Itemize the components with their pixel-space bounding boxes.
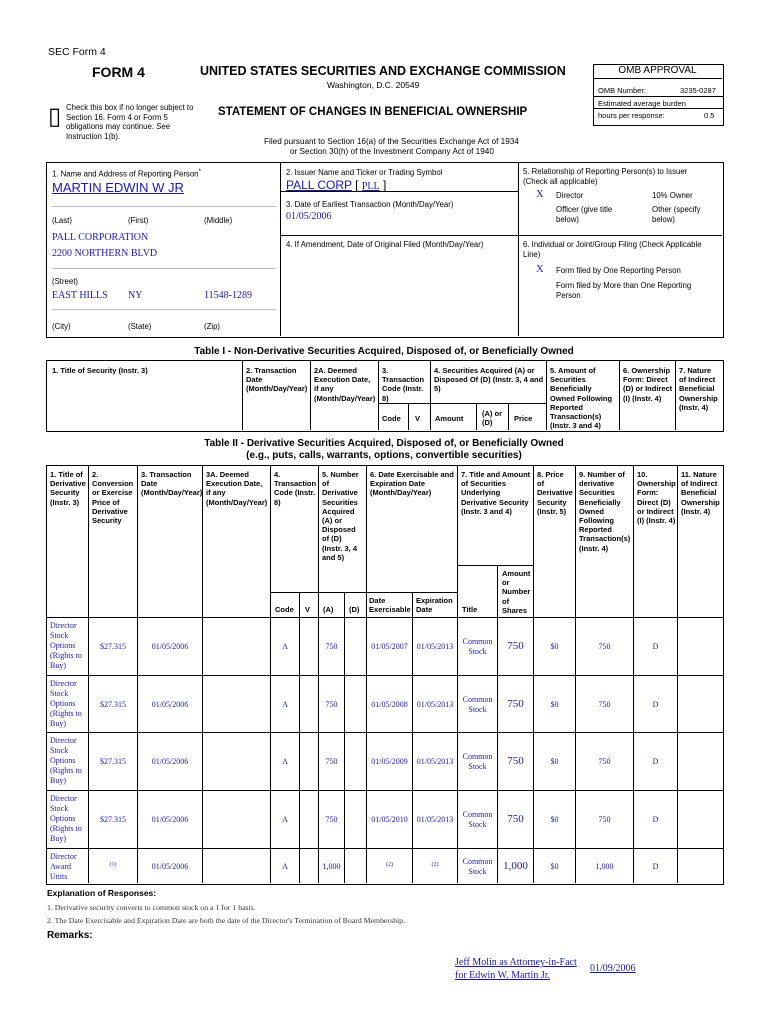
row-amount: 750 xyxy=(507,640,524,652)
box2-label: 2. Issuer Name and Ticker or Trading Symbol xyxy=(286,168,443,177)
box3-label: 3. Date of Earliest Transaction (Month/Day/Year) xyxy=(286,200,454,209)
explanation-title: Explanation of Responses: xyxy=(47,888,157,898)
row-exercisable: 01/05/2008 xyxy=(371,700,408,709)
t2-sub-title: Title xyxy=(462,605,478,614)
t2-h-exercisable: 6. Date Exercisable and Expiration Date (Month/Day/Year) xyxy=(370,470,454,498)
t2-sub-d: (D) xyxy=(349,605,360,614)
row-title: Director Stock Options (Rights to Buy) xyxy=(50,736,82,785)
omb-number-value: 3235-0287 xyxy=(680,86,716,95)
row-conversion-price: $27.315 xyxy=(100,642,126,651)
t1-sub-code: Code xyxy=(382,414,401,423)
row-derivative-price: $0 xyxy=(550,862,559,871)
t1-h-nature: 7. Nature of Indirect Beneficial Ownership (Instr. 4) xyxy=(679,366,718,412)
omb-hours-label: hours per response: xyxy=(598,111,665,120)
row-expiration: 01/05/2013 xyxy=(416,642,454,651)
state-value: NY xyxy=(128,290,143,301)
earliest-transaction-date: 01/05/2006 xyxy=(286,211,332,222)
city-value: EAST HILLS xyxy=(52,290,108,301)
box6-label: 6. Individual or Joint/Group Filing (Check Applicable Line) xyxy=(523,240,702,259)
row-derivative-price: $0 xyxy=(550,700,559,709)
table1-title: Table I - Non-Derivative Securities Acquired, Disposed of, or Beneficially Owned xyxy=(194,346,574,357)
row-code: A xyxy=(282,757,288,766)
row-title: Director Stock Options (Rights to Buy) xyxy=(50,621,82,670)
t2-h-code: 4. Transaction Code (Instr. 8) xyxy=(274,470,317,507)
ten-percent-owner-label: 10% Owner xyxy=(652,191,693,200)
t2-h-conversion: 2. Conversion or Exercise Price of Derivative Security xyxy=(92,470,134,526)
state-label: (State) xyxy=(128,322,152,331)
t2-h-price: 8. Price of Derivative Security (Instr. 5) xyxy=(537,470,573,516)
t1-h-amount: 5. Amount of Securities Beneficially Owned Following Reported Transaction(s) (Instr. 3 and 4) xyxy=(550,366,613,431)
row-acquired: 750 xyxy=(325,642,338,651)
zip-label: (Zip) xyxy=(204,322,221,331)
row-acquired: 1,000 xyxy=(322,862,341,871)
row-transaction-date: 01/05/2006 xyxy=(151,862,189,871)
signature-date: 01/09/2006 xyxy=(590,963,636,974)
no-longer-subject-checkbox[interactable]: ▯ xyxy=(48,103,62,130)
t2-sub-a: (A) xyxy=(323,605,334,614)
row-exercisable: (2) xyxy=(386,862,393,868)
remarks-title: Remarks: xyxy=(47,930,93,941)
row-underlying-title: Common Stock xyxy=(462,752,493,771)
row-transaction-date: 01/05/2006 xyxy=(151,815,189,824)
row-code: A xyxy=(282,700,288,709)
row-conversion-price: $27.315 xyxy=(100,815,126,824)
t2-h-nature: 11. Nature of Indirect Beneficial Ownership (Instr. 4) xyxy=(681,470,720,516)
agency-title: UNITED STATES SECURITIES AND EXCHANGE COMMISSION xyxy=(200,64,566,78)
more-persons-label: Form filed by More than One Reporting Person xyxy=(556,281,692,300)
row-exercisable: 01/05/2010 xyxy=(371,815,408,824)
zip-value: 11548-1289 xyxy=(204,290,252,301)
t1-h-title: 1. Title of Security (Instr. 3) xyxy=(52,366,148,375)
director-checkmark[interactable]: X xyxy=(536,189,544,200)
row-owned: 750 xyxy=(598,642,611,651)
ticker-symbol[interactable]: PLL xyxy=(361,181,380,192)
issuer-ticker: PALL CORP [ PLL ] xyxy=(286,178,387,192)
row-form: D xyxy=(652,642,659,651)
box5-label: 5. Relationship of Reporting Person(s) to Issuer (Check all applicable) xyxy=(523,167,688,186)
t2-h-date: 3. Transaction Date (Month/Day/Year) xyxy=(141,470,203,498)
t2-sub-code: Code xyxy=(275,605,294,614)
row-code: A xyxy=(282,862,288,871)
row-owned: 750 xyxy=(598,757,611,766)
street-address: 2200 NORTHERN BLVD xyxy=(52,248,158,259)
t1-h-ownership: 6. Ownership Form: Direct (D) or Indirect (I) (Instr. 4) xyxy=(623,366,673,403)
omb-title: OMB APPROVAL xyxy=(593,64,722,79)
city-label: (City) xyxy=(52,322,71,331)
row-expiration: (2) xyxy=(431,862,439,868)
row-conversion-price: (1) xyxy=(109,862,117,868)
t2-h-owned: 9. Number of derivative Securities Beneficially Owned Following Reported Transaction(s) (Instr. 4) xyxy=(579,470,631,553)
t2-sub-expiration: Expiration Date xyxy=(416,596,453,615)
row-title: Director Award Units xyxy=(50,852,77,881)
middle-label: (Middle) xyxy=(204,216,233,225)
row-amount: 750 xyxy=(507,755,524,767)
t1-sub-price: Price xyxy=(514,414,533,423)
t2-h-title: 1. Title of Derivative Security (Instr. 3) xyxy=(50,470,86,507)
box1-label: 1. Name and Address of Reporting Person* xyxy=(52,168,202,179)
row-owned: 1,000 xyxy=(595,862,614,871)
one-person-checkmark[interactable]: X xyxy=(536,264,544,275)
first-label: (First) xyxy=(128,216,149,225)
row-underlying-title: Common Stock xyxy=(462,857,493,876)
reporting-person-name[interactable]: MARTIN EDWIN W JR xyxy=(52,180,184,195)
t1-h-acquired: 4. Securities Acquired (A) or Disposed Of (D) (Instr. 3, 4 and 5) xyxy=(434,366,544,394)
row-expiration: 01/05/2013 xyxy=(416,757,454,766)
row-expiration: 01/05/2013 xyxy=(416,815,454,824)
row-transaction-date: 01/05/2006 xyxy=(151,642,189,651)
officer-label: Officer (give title below) xyxy=(556,205,613,224)
omb-number-label: OMB Number: xyxy=(598,86,646,95)
row-acquired: 750 xyxy=(325,815,338,824)
row-underlying-title: Common Stock xyxy=(462,637,493,656)
t1-sub-ad: (A) or (D) xyxy=(482,409,502,428)
row-derivative-price: $0 xyxy=(550,757,559,766)
row-owned: 750 xyxy=(598,815,611,824)
t2-h-ownership: 10. Ownership Form: Direct (D) or Indirect (I) (Instr. 4) xyxy=(637,470,676,526)
agency-location: Washington, D.C. 20549 xyxy=(327,80,420,90)
row-acquired: 750 xyxy=(325,700,338,709)
filed-pursuant-line-2: or Section 30(h) of the Investment Company Act of 1940 xyxy=(290,147,494,156)
row-exercisable: 01/05/2007 xyxy=(371,642,408,651)
row-form: D xyxy=(652,862,659,871)
row-amount: 750 xyxy=(507,698,524,710)
row-owned: 750 xyxy=(598,700,611,709)
row-transaction-date: 01/05/2006 xyxy=(151,757,189,766)
row-code: A xyxy=(282,642,288,651)
row-transaction-date: 01/05/2006 xyxy=(151,700,189,709)
t2-h-deemed: 3A. Deemed Execution Date, if any (Month/Day/Year) xyxy=(206,470,268,507)
sec-form-label: SEC Form 4 xyxy=(48,46,106,58)
row-title: Director Stock Options (Rights to Buy) xyxy=(50,679,82,728)
footnote-2: 2. The Date Exercisable and Expiration Date are both the date of the Director's Termination of Board Membership. xyxy=(47,916,406,925)
t1-h-code: 3. Transaction Code (Instr. 8) xyxy=(382,366,425,403)
t2-h-underlying: 7. Title and Amount of Securities Underlying Derivative Security (Instr. 3 and 4) xyxy=(461,470,531,516)
t1-sub-v: V xyxy=(415,414,421,423)
omb-burden-label: Estimated average burden xyxy=(598,99,686,108)
box4-label: 4. If Amendment, Date of Original Filed (Month/Day/Year) xyxy=(286,240,484,249)
row-underlying-title: Common Stock xyxy=(462,810,493,829)
row-amount: 1,000 xyxy=(503,860,528,872)
t1-sub-amount: Amount xyxy=(435,414,464,423)
footnote-1: 1. Derivative security converts to common stock on a 1 for 1 basis. xyxy=(47,903,256,912)
t2-sub-v: V xyxy=(305,605,311,614)
row-conversion-price: $27.315 xyxy=(100,700,126,709)
row-derivative-price: $0 xyxy=(550,642,559,651)
issuer-name[interactable]: PALL CORP xyxy=(286,178,352,192)
street-label: (Street) xyxy=(52,277,78,286)
row-form: D xyxy=(652,700,659,709)
row-code: A xyxy=(282,815,288,824)
signature: Jeff Molin as Attorney-in-Fact for Edwin W. Martin Jr. xyxy=(455,957,577,981)
row-derivative-price: $0 xyxy=(550,815,559,824)
row-title: Director Stock Options (Rights to Buy) xyxy=(50,794,82,843)
t2-sub-date-exercisable: Date Exercisable xyxy=(369,596,411,615)
checkbox-instructions: Check this box if no longer subject to Section 16. Form 4 or Form 5 obligations may continue. See Instruction 1(b). xyxy=(66,103,194,141)
table2-title: Table II - Derivative Securities Acquired, Disposed of, or Beneficially Owned (e.g., puts, calls, warrants, options, convertible securities) xyxy=(204,438,564,461)
row-underlying-title: Common Stock xyxy=(462,695,493,714)
one-person-label: Form filed by One Reporting Person xyxy=(556,266,681,275)
statement-title: STATEMENT OF CHANGES IN BENEFICIAL OWNERSHIP xyxy=(218,106,528,118)
director-label: Director xyxy=(556,191,584,200)
row-amount: 750 xyxy=(507,813,524,825)
row-acquired: 750 xyxy=(325,757,338,766)
row-expiration: 01/05/2013 xyxy=(416,700,454,709)
last-label: (Last) xyxy=(52,216,72,225)
row-form: D xyxy=(652,815,659,824)
t2-h-number: 5. Number of Derivative Securities Acquired (A) or Disposed of (D) (Instr. 3, 4 and 5) xyxy=(322,470,359,562)
t2-sub-amount: Amount or Number of Shares xyxy=(502,569,531,615)
company-name: PALL CORPORATION xyxy=(52,232,149,243)
t1-h-deemed: 2A. Deemed Execution Date, if any (Month/Day/Year) xyxy=(314,366,376,403)
form-title: FORM 4 xyxy=(92,64,145,80)
t1-h-date: 2. Transaction Date (Month/Day/Year) xyxy=(246,366,308,394)
omb-hours-value: 0.5 xyxy=(704,111,715,120)
other-label: Other (specify below) xyxy=(652,205,701,224)
row-form: D xyxy=(652,757,659,766)
row-conversion-price: $27.315 xyxy=(100,757,126,766)
filed-pursuant-line-1: Filed pursuant to Section 16(a) of the Securities Exchange Act of 1934 xyxy=(264,137,519,146)
row-exercisable: 01/05/2009 xyxy=(371,757,408,766)
